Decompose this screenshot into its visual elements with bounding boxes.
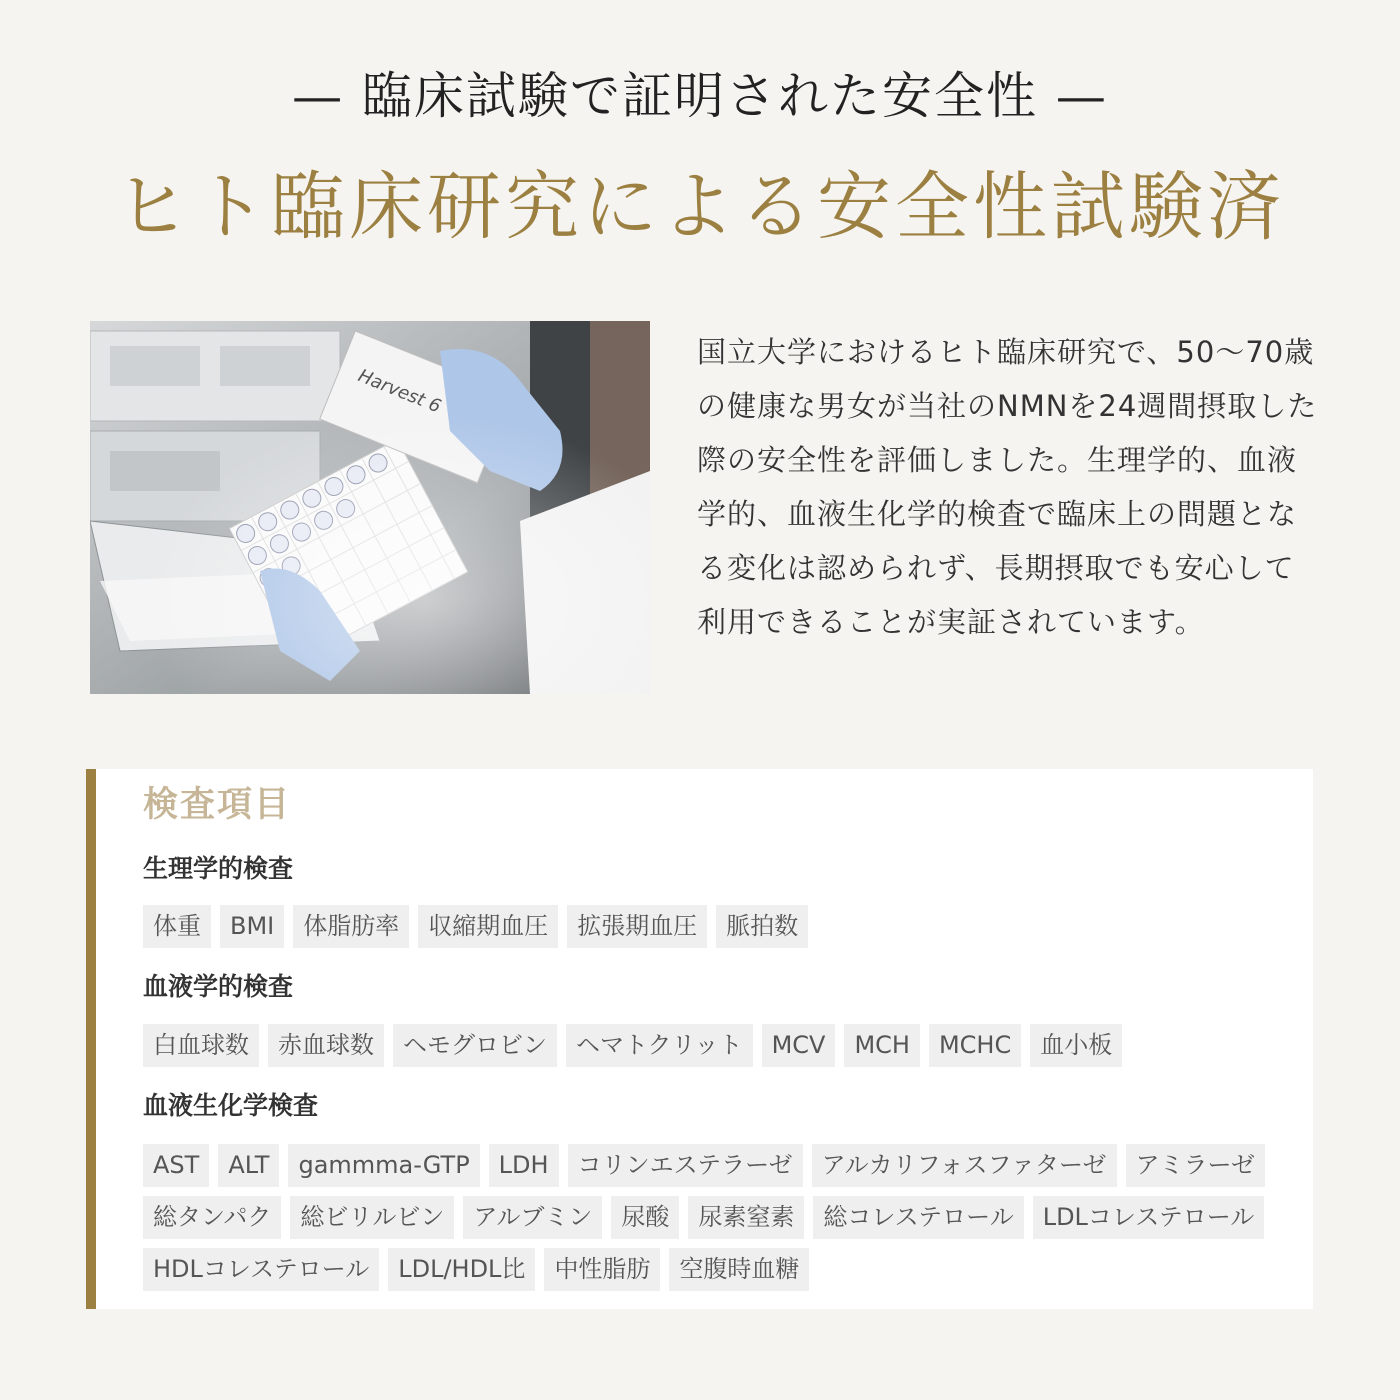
test-chip: MCV xyxy=(762,1024,836,1067)
test-chip: 総コレステロール xyxy=(813,1196,1023,1239)
test-chip: LDL/HDL比 xyxy=(388,1248,535,1291)
test-chip: 総ビリルビン xyxy=(290,1196,454,1239)
category-label-biochemistry: 血液生化学検査 xyxy=(143,1091,319,1120)
test-chip: ALT xyxy=(218,1144,279,1187)
panel-title: 検査項目 xyxy=(143,785,292,825)
test-items-panel xyxy=(86,769,1313,1309)
test-chip: アミラーゼ xyxy=(1126,1144,1266,1187)
test-chip: アルカリフォスファターゼ xyxy=(812,1144,1117,1187)
chip-group-physiological xyxy=(143,905,1318,948)
test-chip: ヘマトクリット xyxy=(566,1024,753,1067)
test-chip: 体脂肪率 xyxy=(293,905,409,948)
test-chip: 空腹時血糖 xyxy=(669,1248,809,1291)
test-chip: 収縮期血圧 xyxy=(418,905,558,948)
study-description: 国立大学におけるヒト臨床研究で、50〜70歳の健康な男女が当社のNMNを24週間摂取した際の安全性を評価しました。生理学的、血液学的、血液生化学的検査で臨床上の問題となる変化は認められず、長期摂取でも安心して利用できることが実証されています。 xyxy=(697,335,1318,639)
test-chip: 血小板 xyxy=(1030,1024,1122,1067)
category-label-physiological: 生理学的検査 xyxy=(143,854,294,883)
test-chip: BMI xyxy=(220,905,284,948)
test-chip: gammma-GTP xyxy=(288,1144,479,1187)
test-chip: LDH xyxy=(489,1144,559,1187)
test-chip: 拡張期血圧 xyxy=(567,905,707,948)
test-chip: MCHC xyxy=(929,1024,1021,1067)
section-kicker: — 臨床試験で証明された安全性 — xyxy=(292,67,1108,125)
test-chip: 総タンパク xyxy=(143,1196,281,1239)
category-label-hematology: 血液学的検査 xyxy=(143,972,294,1001)
test-chip: 体重 xyxy=(143,905,211,948)
test-chip: 中性脂肪 xyxy=(544,1248,660,1291)
test-chip: コリンエステラーゼ xyxy=(568,1144,803,1187)
test-chip: 白血球数 xyxy=(143,1024,259,1067)
test-chip: 赤血球数 xyxy=(268,1024,384,1067)
test-chip: 尿素窒素 xyxy=(688,1196,804,1239)
page-headline: ヒト臨床研究による安全性試験済 xyxy=(115,164,1285,250)
chip-group-biochemistry xyxy=(143,1144,1318,1291)
test-chip: 脈拍数 xyxy=(716,905,808,948)
test-chip: AST xyxy=(143,1144,209,1187)
lab-photo xyxy=(90,321,650,694)
test-chip: 尿酸 xyxy=(611,1196,679,1239)
chip-group-hematology xyxy=(143,1024,1318,1067)
test-chip: ヘモグロビン xyxy=(393,1024,557,1067)
test-chip: アルブミン xyxy=(463,1196,602,1239)
test-chip: LDLコレステロール xyxy=(1033,1196,1265,1239)
test-chip: MCH xyxy=(844,1024,920,1067)
test-chip: HDLコレステロール xyxy=(143,1248,379,1291)
